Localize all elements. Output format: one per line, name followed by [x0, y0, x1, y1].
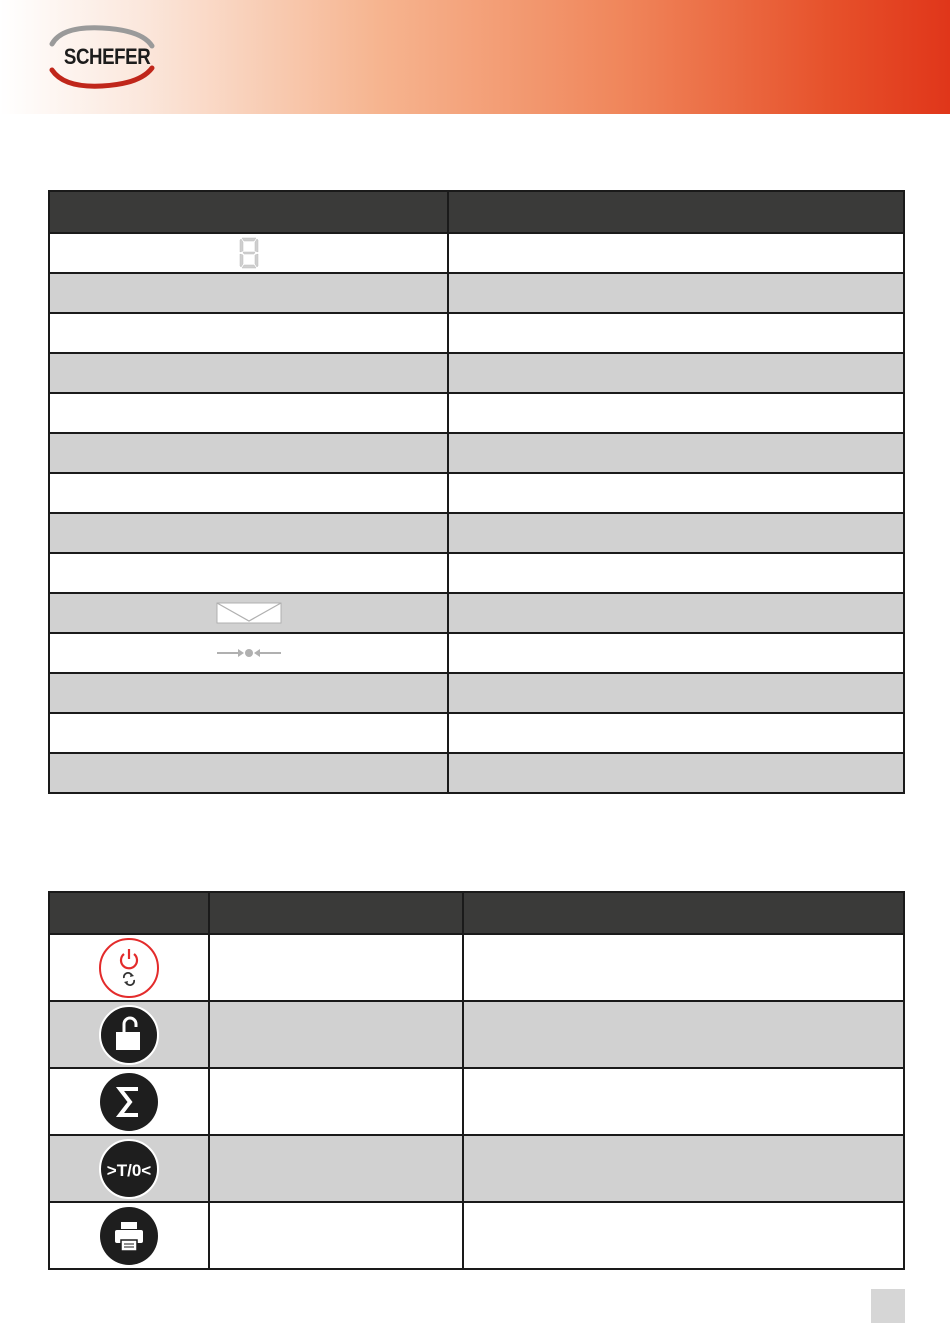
table-header-cell [49, 191, 448, 233]
seven-segment-digit-icon [237, 236, 261, 270]
table-cell-key [49, 1068, 209, 1135]
table-row [49, 633, 904, 673]
table-cell-key-name [209, 934, 463, 1001]
table-cell-symbol [49, 273, 448, 313]
table-header-cell [463, 892, 904, 934]
table-cell-key-description [463, 1202, 904, 1269]
table-cell-symbol [49, 473, 448, 513]
table-cell-key [49, 1202, 209, 1269]
tare-zero-key-icon [98, 1138, 160, 1200]
table-cell-key-name [209, 1001, 463, 1068]
table-cell-symbol [49, 553, 448, 593]
print-key-icon [98, 1205, 160, 1267]
table-header-cell [49, 892, 209, 934]
table-row [49, 753, 904, 793]
table-cell-description [448, 673, 904, 713]
table-row [49, 313, 904, 353]
table-cell-symbol [49, 593, 448, 633]
table-header-row [49, 892, 904, 934]
table-cell-key-description [463, 1068, 904, 1135]
power-cycle-key-icon [98, 937, 160, 999]
table-row [49, 673, 904, 713]
table-cell-description [448, 513, 904, 553]
table-row [49, 1001, 904, 1068]
table-cell-key-description [463, 1135, 904, 1202]
table-cell-symbol [49, 393, 448, 433]
tare-zero-key-label: >T/0< [106, 1160, 152, 1180]
table-cell-description [448, 753, 904, 793]
table-cell-description [448, 393, 904, 433]
table-row [49, 433, 904, 473]
table-row [49, 553, 904, 593]
table-row [49, 353, 904, 393]
table-header-cell [448, 191, 904, 233]
table-cell-description [448, 353, 904, 393]
table-row [49, 1135, 904, 1202]
table-cell-description [448, 473, 904, 513]
table-cell-key-name [209, 1135, 463, 1202]
table-cell-description [448, 233, 904, 273]
table-row [49, 713, 904, 753]
table-cell-symbol [49, 513, 448, 553]
table-row [49, 1202, 904, 1269]
table-row [49, 513, 904, 553]
table-row [49, 593, 904, 633]
table-cell-key [49, 934, 209, 1001]
table-cell-description [448, 433, 904, 473]
table-cell-key-description [463, 1001, 904, 1068]
table-cell-symbol [49, 673, 448, 713]
table-cell-symbol [49, 433, 448, 473]
table-cell-key [49, 1135, 209, 1202]
envelope-icon [216, 602, 282, 624]
table-cell-key [49, 1001, 209, 1068]
page-header [0, 0, 950, 114]
table-cell-key-name [209, 1202, 463, 1269]
table-cell-description [448, 313, 904, 353]
table-row [49, 1068, 904, 1135]
table-cell-description [448, 713, 904, 753]
table-cell-symbol [49, 353, 448, 393]
table-cell-description [448, 633, 904, 673]
zero-center-icon [216, 646, 282, 660]
table-cell-description [448, 553, 904, 593]
table-row [49, 273, 904, 313]
table-header-row [49, 191, 904, 233]
table-cell-description [448, 273, 904, 313]
table-cell-key-description [463, 934, 904, 1001]
keys-table [48, 891, 905, 1270]
table-cell-symbol [49, 753, 448, 793]
table-row [49, 934, 904, 1001]
table-header-cell [209, 892, 463, 934]
table-row [49, 233, 904, 273]
table-row [49, 473, 904, 513]
display-symbols-table [48, 190, 905, 794]
unlock-key-icon [98, 1004, 160, 1066]
table-cell-symbol [49, 633, 448, 673]
table-cell-symbol [49, 233, 448, 273]
page-number-box [871, 1289, 905, 1323]
table-cell-symbol [49, 713, 448, 753]
sum-key-icon [98, 1071, 160, 1133]
table-row [49, 393, 904, 433]
table-cell-key-name [209, 1068, 463, 1135]
table-cell-symbol [49, 313, 448, 353]
logo-text: SCHEFER [63, 44, 151, 69]
table-cell-description [448, 593, 904, 633]
